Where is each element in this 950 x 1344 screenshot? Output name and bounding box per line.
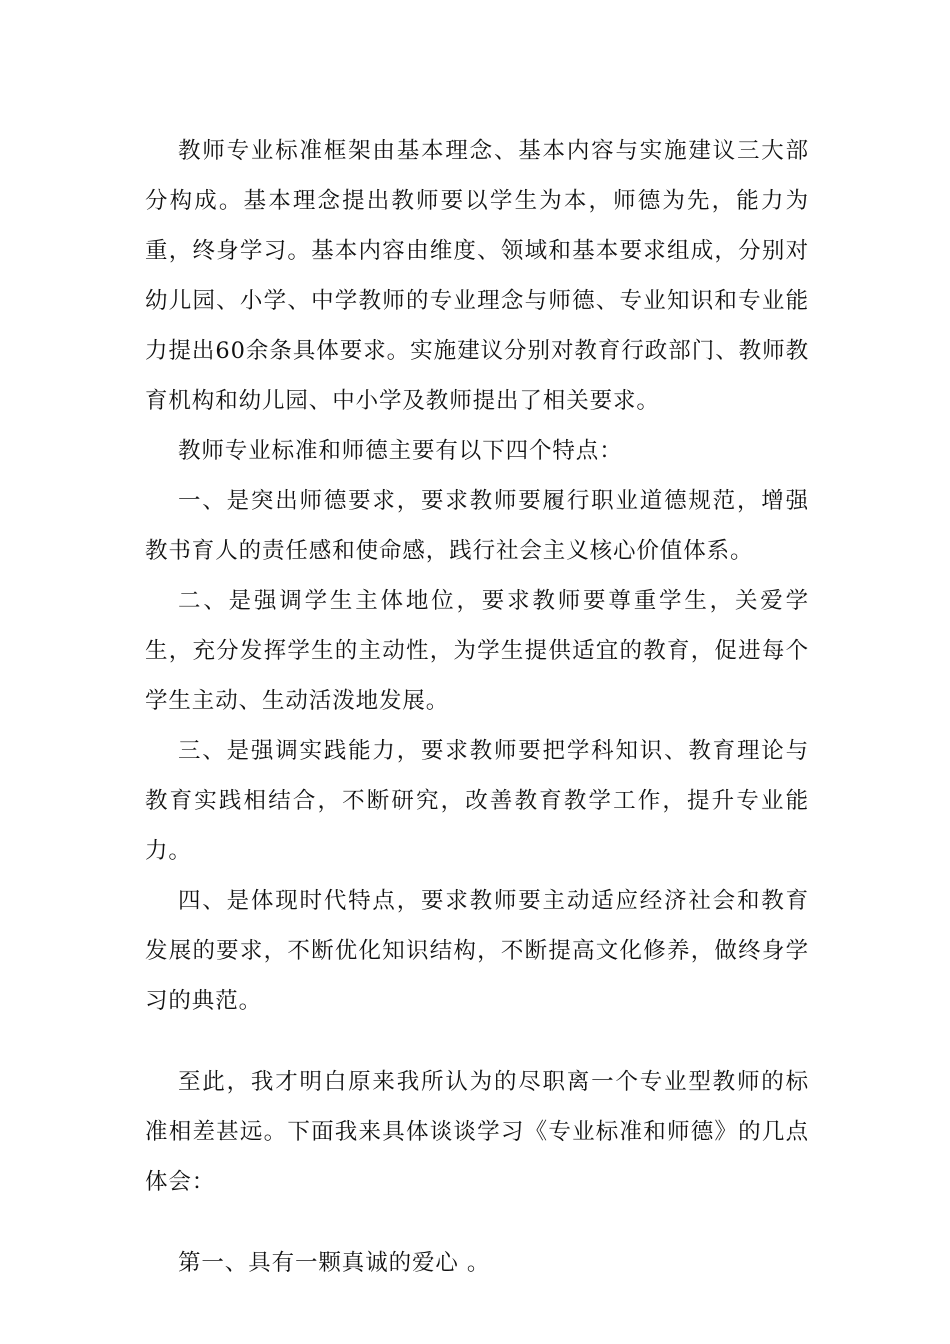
paragraph-framework-overview: 教师专业标准框架由基本理念、基本内容与实施建议三大部分构成。基本理念提出教师要以学生为本，师德为先，能力为重，终身学习。基本内容由维度、领域和基本要求组成，分别对幼儿园、小学、中学教师的专业理念与师德、专业知识和专业能力提出60余条具体要求。实施建议分别对教育行政部门、教师教育机构和幼儿园、中小学及教师提出了相关要求。 — [145, 138, 809, 414]
paragraph-feature-three: 三、是强调实践能力，要求教师要把学科知识、教育理论与教育实践相结合，不断研究，改善教育教学工作，提升专业能力。 — [145, 738, 809, 864]
paragraph-reflection: 至此，我才明白原来我所认为的尽职离一个专业型教师的标准相差甚远。下面我来具体谈谈学习《专业标准和师德》的几点体会： — [145, 1069, 809, 1195]
paragraph-four-features-intro: 教师专业标准和师德主要有以下四个特点： — [178, 438, 623, 464]
paragraph-feature-one: 一、是突出师德要求，要求教师要履行职业道德规范，增强教书育人的责任感和使命感，践行社会主义核心价值体系。 — [145, 488, 809, 564]
document-body — [145, 126, 809, 1288]
paragraph-first-insight-heading: 第一、具有一颗真诚的爱心 。 — [178, 1250, 491, 1276]
paragraph-feature-four: 四、是体现时代特点，要求教师要主动适应经济社会和教育发展的要求，不断优化知识结构，不断提高文化修养，做终身学习的典范。 — [145, 888, 809, 1014]
paragraph-feature-two: 二、是强调学生主体地位，要求教师要尊重学生，关爱学生，充分发挥学生的主动性，为学生提供适宜的教育，促进每个学生主动、生动活泼地发展。 — [145, 588, 809, 714]
